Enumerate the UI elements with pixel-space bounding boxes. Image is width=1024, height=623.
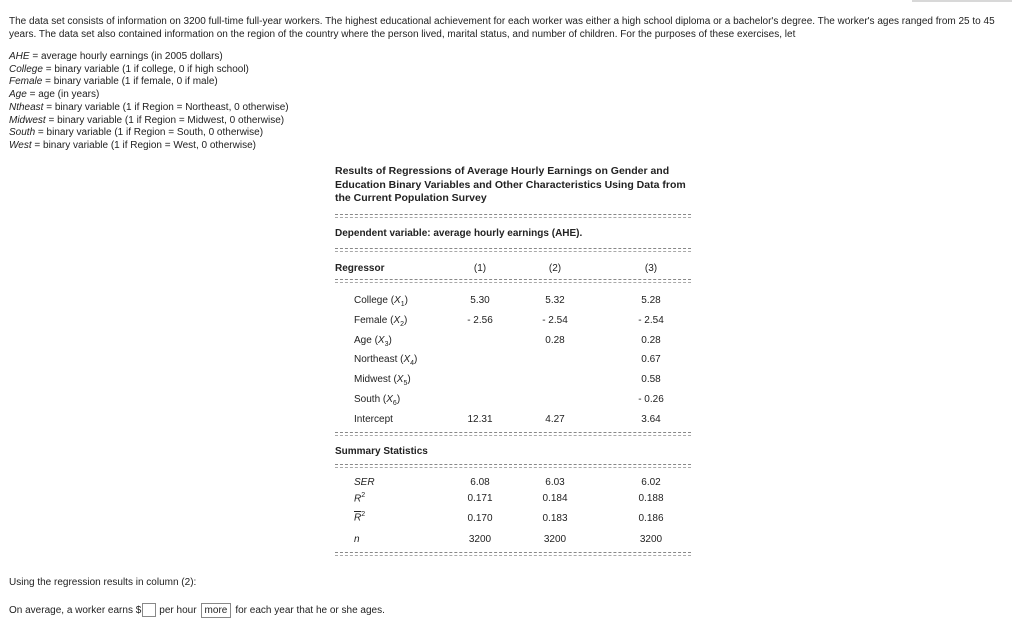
table-cell: 3.64 — [641, 414, 661, 425]
definition-age: Age = age (in years) — [9, 89, 100, 101]
table-cell: 0.28 — [641, 335, 661, 346]
column-header-2: (2) — [548, 263, 562, 274]
table-cell: 5.28 — [641, 295, 661, 306]
table-cell: 3200 — [543, 534, 567, 545]
table-cell: 0.186 — [638, 513, 664, 524]
row-label-age: Age $(X_3)$ — [354, 335, 392, 348]
table-title: Results of Regressions of Average Hourly Earnings on Gender and Education Binary Variables and Other Characteristics Using Data from the Current Population Survey — [335, 165, 686, 204]
column-header-3: (3) — [644, 263, 658, 274]
table-cell: 3200 — [468, 534, 492, 545]
column-header-1: (1) — [473, 263, 487, 274]
divider — [335, 279, 691, 283]
row-label-r-squared: $R^2$ — [354, 492, 366, 505]
definition-midwest: Midwest = binary variable (1 if Region = Midwest, 0 otherwise) — [9, 114, 285, 126]
divider — [335, 464, 691, 468]
row-label-midwest: Midwest $(X_5)$ — [354, 374, 411, 387]
dependent-variable-label: Dependent variable: average hourly earnings (AHE). — [335, 228, 583, 239]
table-cell: 4.27 — [545, 414, 565, 425]
more-less-dropdown[interactable]: more — [201, 603, 232, 618]
table-cell: 0.183 — [542, 513, 568, 524]
table-cell: 0.170 — [467, 513, 493, 524]
row-label-female: Female $(X_2)$ — [354, 315, 408, 328]
row-label-ser: SER — [354, 477, 375, 488]
divider — [335, 248, 691, 252]
table-cell: - 2.54 — [638, 315, 664, 326]
amount-input[interactable] — [142, 603, 156, 617]
table-cell: 6.02 — [641, 477, 661, 488]
answer-line — [9, 602, 385, 618]
row-label-n: n — [354, 534, 360, 545]
row-label-college: College $(X_1)$ — [354, 295, 408, 308]
regressor-header: Regressor — [335, 263, 385, 274]
row-label-northeast: Northeast $(X_4)$ — [354, 354, 418, 367]
table-cell: 3200 — [639, 534, 663, 545]
row-label-south: South $(X_6)$ — [354, 394, 401, 407]
row-label-adjusted-r-squared: $\overline{R}^2$ — [354, 511, 366, 524]
table-cell: 5.32 — [545, 295, 565, 306]
table-cell: 0.188 — [638, 493, 664, 504]
answer-mid: per hour — [159, 604, 197, 616]
answer-suffix: for each year that he or she ages. — [235, 604, 385, 616]
question-prompt: Using the regression results in column (2): — [9, 577, 197, 588]
table-cell: - 2.56 — [467, 315, 493, 326]
table-cell: 0.67 — [641, 354, 661, 365]
row-label-intercept: Intercept — [354, 414, 393, 425]
top-edge-line — [912, 0, 1012, 2]
divider — [335, 214, 691, 218]
table-cell: 0.171 — [467, 493, 493, 504]
summary-header: Summary Statistics — [335, 446, 428, 457]
definition-northeast: Ntheast = binary variable (1 if Region = Northeast, 0 otherwise) — [9, 101, 289, 113]
table-cell: 0.28 — [545, 335, 565, 346]
definition-west: West = binary variable (1 if Region = West, 0 otherwise) — [9, 139, 256, 151]
table-cell: 0.58 — [641, 374, 661, 385]
table-cell: 5.30 — [470, 295, 490, 306]
table-cell: 0.184 — [542, 493, 568, 504]
table-cell: 6.08 — [470, 477, 490, 488]
intro-paragraph: The data set consists of information on 3200 full-time full-year workers. The highest educational achievement for each worker was either a high school diploma or a bachelor's degree. The worker's ages ranged from 25 to 45 years. The data set also contained information on the region of the country where the person lived, marital status, and number of children. For the purposes of these exercises, let — [9, 16, 995, 40]
table-cell: 12.31 — [467, 414, 493, 425]
regression-table — [335, 165, 691, 545]
definition-college: College = binary variable (1 if college, 0 if high school) — [9, 63, 249, 75]
divider — [335, 552, 691, 556]
definition-ahe: AHE = average hourly earnings (in 2005 dollars) — [9, 51, 223, 62]
definition-female: Female = binary variable (1 if female, 0 if male) — [9, 76, 218, 88]
definition-south: South = binary variable (1 if Region = South, 0 otherwise) — [9, 127, 264, 139]
table-cell: - 0.26 — [638, 394, 664, 405]
divider — [335, 432, 691, 436]
table-cell: - 2.54 — [542, 315, 568, 326]
answer-prefix: On average, a worker earns $ — [9, 604, 142, 616]
table-cell: 6.03 — [545, 477, 565, 488]
variable-definitions — [9, 51, 289, 153]
